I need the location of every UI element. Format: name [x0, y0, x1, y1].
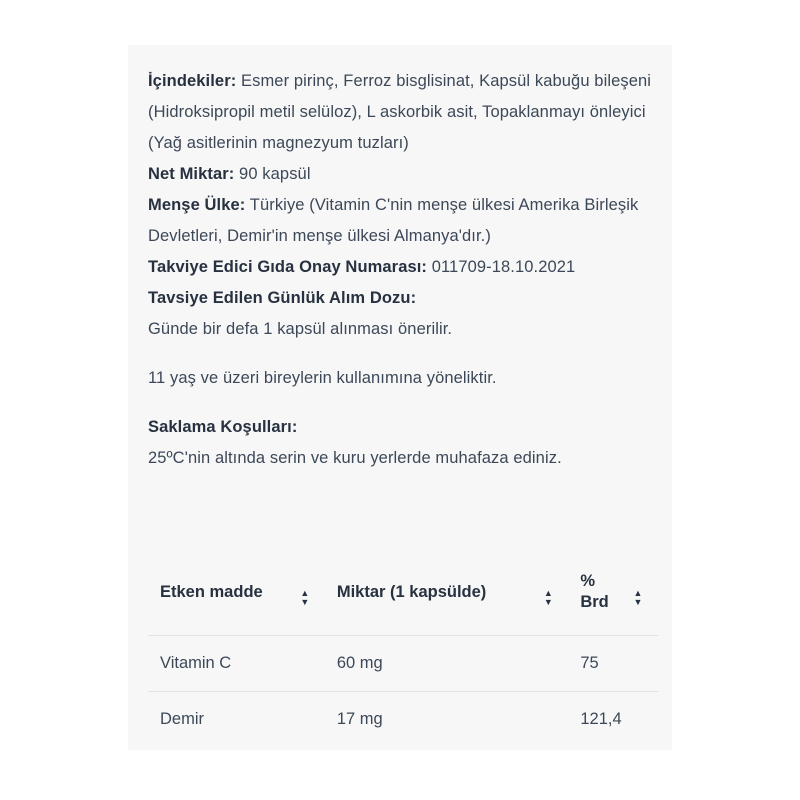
origin-paragraph — [148, 190, 656, 252]
table-row — [148, 692, 658, 748]
origin-label: Menşe Ülke: — [148, 196, 246, 214]
approval-paragraph — [148, 252, 656, 283]
origin-text: Türkiye (Vitamin C'nin menşe ülkesi Amerika Birleşik Devletleri, Demir'in menşe ülkesi Almanya'dır.) — [148, 196, 639, 245]
cell-amount: 60 mg — [325, 636, 569, 692]
spacer-after-dose — [148, 345, 656, 363]
age-note: 11 yaş ve üzeri bireylerin kullanımına yöneliktir. — [148, 369, 497, 387]
ingredients-label: İçindekiler: — [148, 72, 237, 90]
dose-label: Tavsiye Edilen Günlük Alım Dozu: — [148, 289, 417, 307]
spacer-after-age-note — [148, 394, 656, 412]
cell-active-ingredient: Vitamin C — [148, 636, 325, 692]
column-header-percent-brd[interactable] — [568, 561, 658, 636]
dose-text: Günde bir defa 1 kapsül alınması önerilir. — [148, 320, 453, 338]
sort-updown-icon[interactable]: ▲ ▼ — [543, 588, 553, 607]
sort-updown-icon[interactable]: ▲ ▼ — [300, 588, 310, 607]
column-header-brd-label: Brd — [580, 593, 609, 611]
storage-heading — [148, 412, 656, 443]
table-row — [148, 636, 658, 692]
approval-label: Takviye Edici Gıda Onay Numarası: — [148, 258, 428, 276]
column-header-amount[interactable] — [325, 561, 569, 636]
ingredients-table-head — [148, 561, 658, 636]
sort-updown-icon[interactable]: ▲ ▼ — [633, 588, 643, 607]
column-header-percent-symbol: % — [580, 572, 596, 590]
cell-active-ingredient: Demir — [160, 710, 204, 728]
product-info-content — [148, 66, 656, 474]
approval-text: 011709-18.10.2021 — [427, 258, 576, 276]
net-quantity-paragraph — [148, 159, 656, 190]
ingredients-table-body — [148, 636, 658, 748]
net-quantity-text: 90 kapsül — [234, 165, 311, 183]
cell-amount: 17 mg — [336, 710, 383, 728]
dose-heading — [148, 283, 656, 314]
ingredients-paragraph — [148, 66, 656, 159]
ingredients-table — [148, 561, 658, 747]
table-header-row — [148, 561, 658, 636]
column-header-active-ingredient-label: Etken madde — [160, 582, 263, 601]
cell-percent: 121,4 — [580, 710, 622, 728]
ingredients-text: Esmer pirinç, Ferroz bisglisinat, Kapsül kabuğu bileşeni (Hidroksipropil metil selüloz), L askorbik asit, Topaklanmayı önleyici (Yağ asitlerinin magnezyum tuzları) — [148, 72, 652, 152]
column-header-amount-label: Miktar (1 kapsülde) — [336, 582, 487, 601]
storage-label: Saklama Koşulları: — [148, 418, 298, 436]
cell-percent: 75 — [568, 636, 658, 692]
column-header-active-ingredient[interactable] — [148, 561, 325, 636]
storage-text: 25ºC'nin altında serin ve kuru yerlerde muhafaza ediniz. — [148, 449, 562, 467]
net-quantity-label: Net Miktar: — [148, 165, 235, 183]
